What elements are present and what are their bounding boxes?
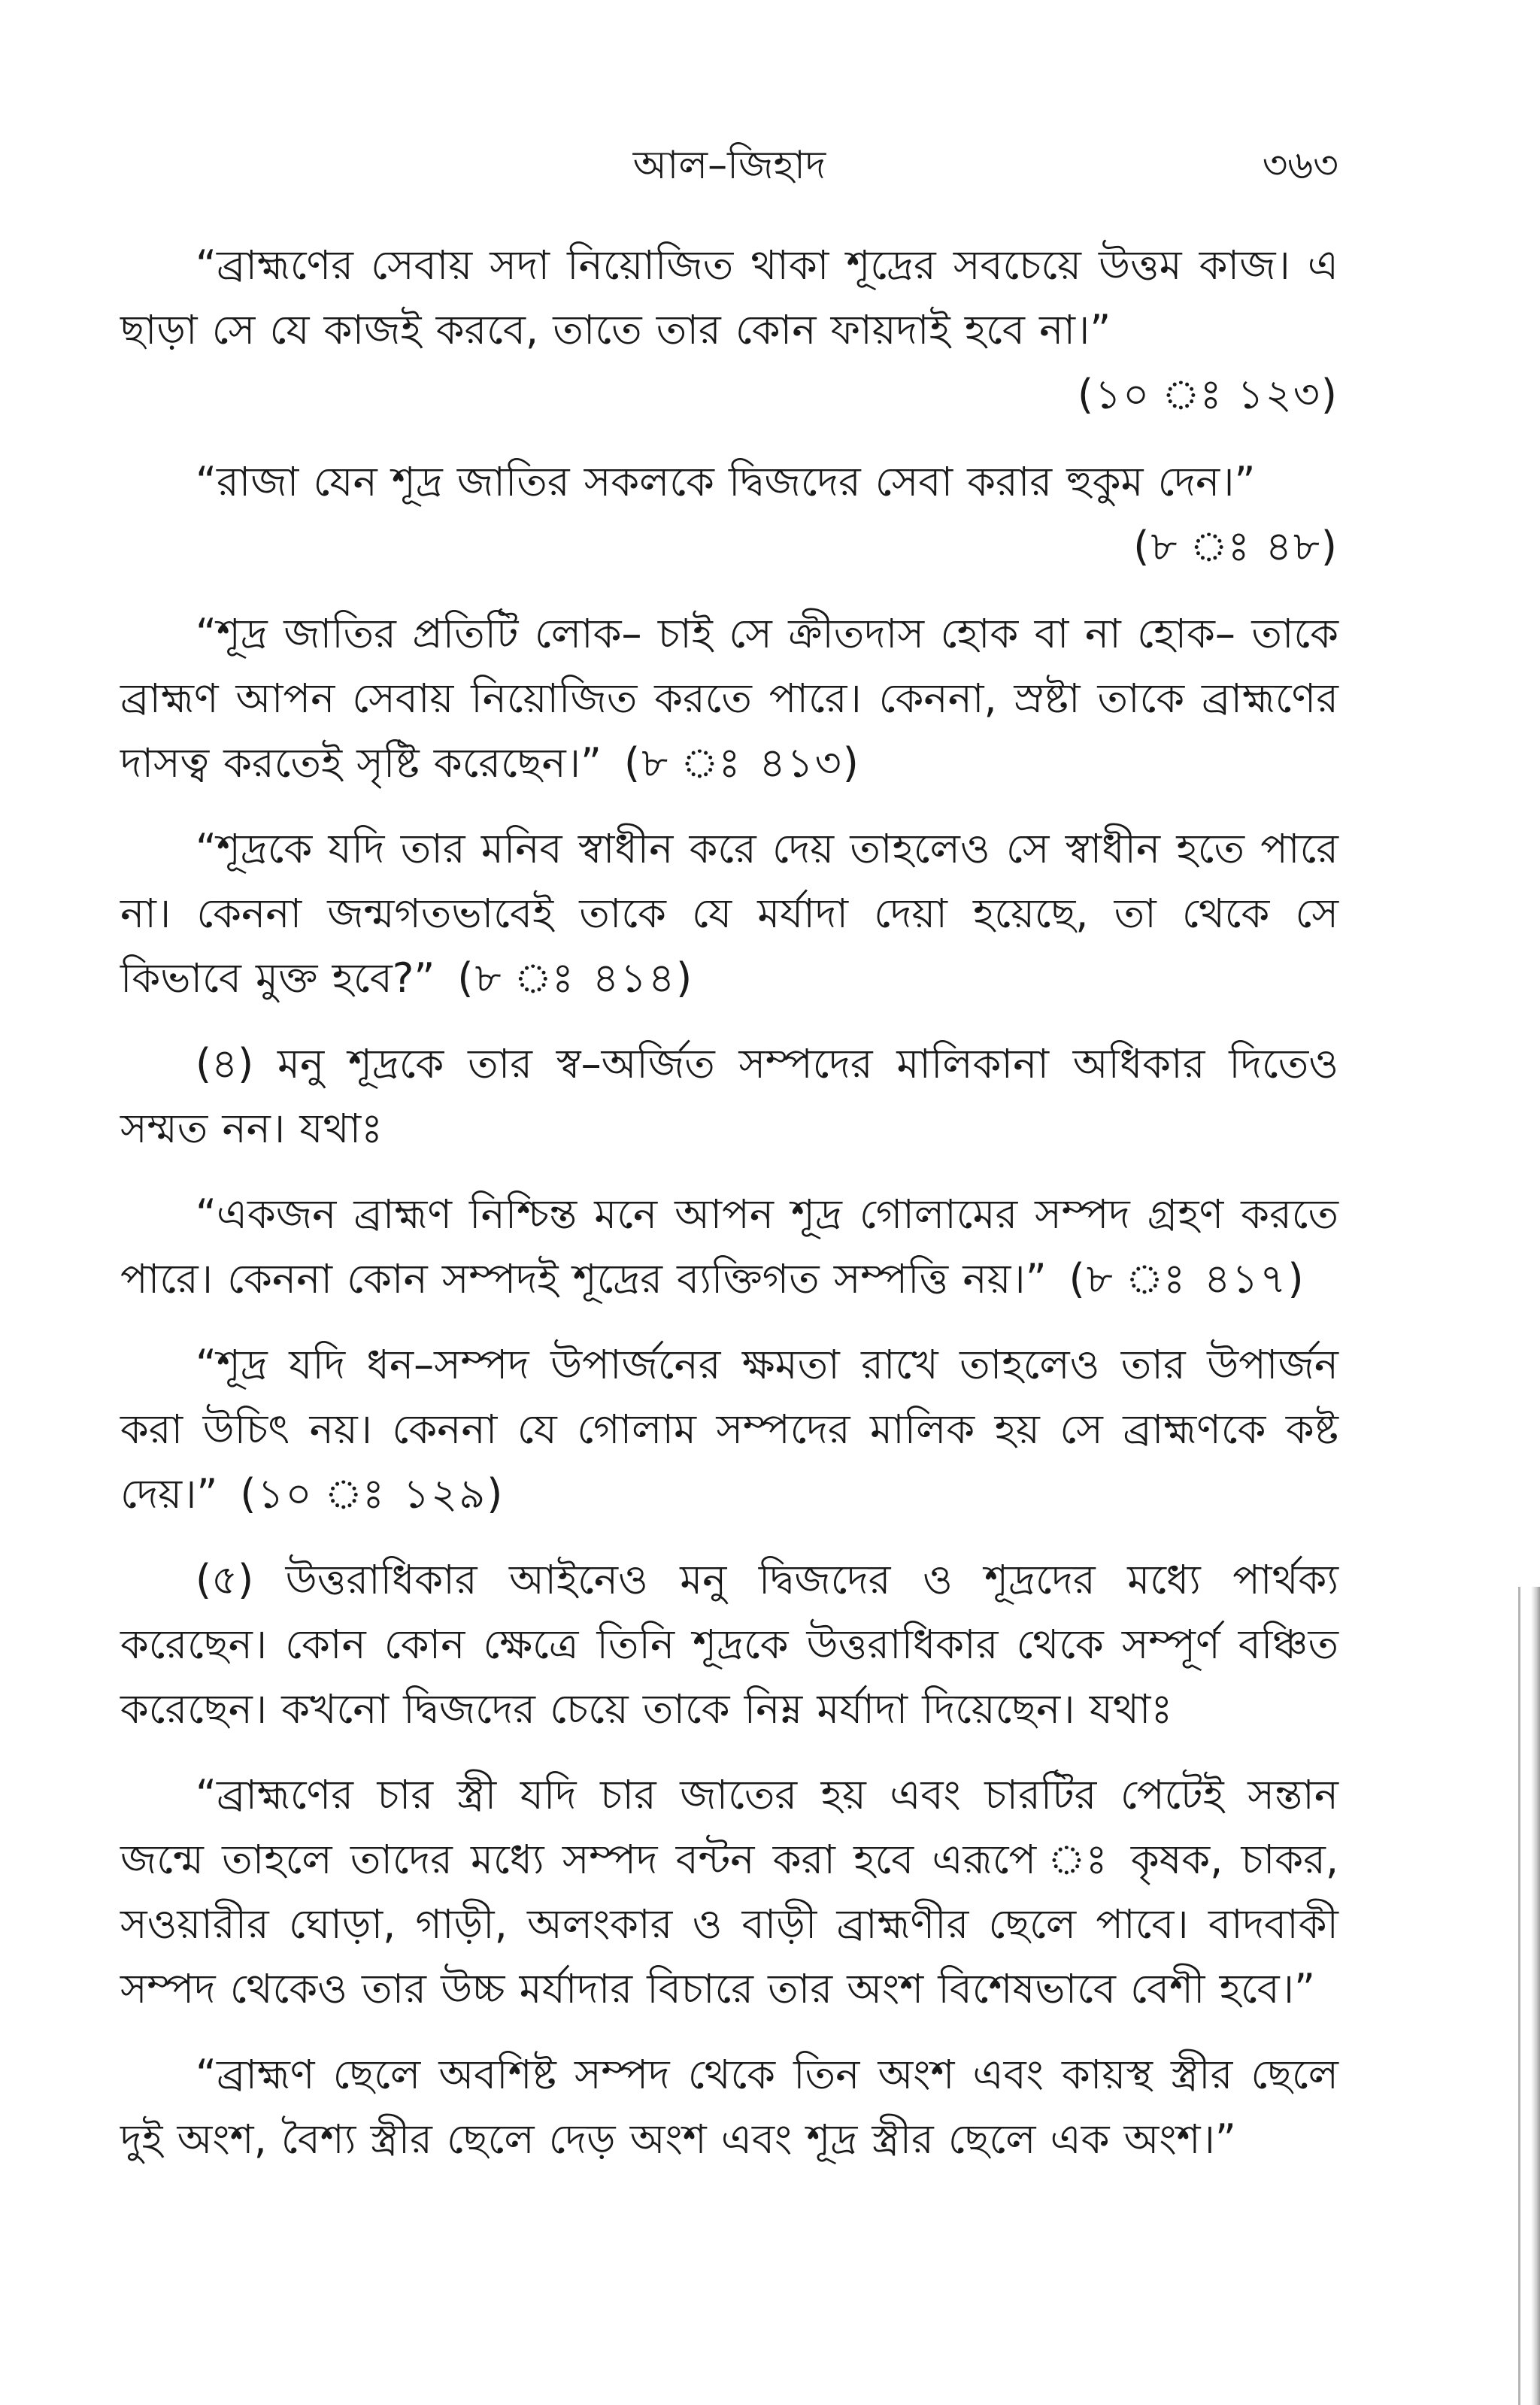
page-edge-shadow: [1531, 1587, 1540, 2405]
page-edge-line: [1518, 1587, 1520, 2405]
body-paragraph: (৫) উত্তরাধিকার আইনেও মনু দ্বিজদের ও শূদ্রদের মধ্যে পার্থক্য করেছেন। কোন কোন ক্ষেত্রে তিনি শূদ্রকে উত্তরাধিকার থেকে সম্পূর্ণ বঞ্চিত করেছেন। কখনো দ্বিজদের চেয়ে তাকে নিম্ন মর্যাদা দিয়েছেন। যথাঃ: [120, 1556, 1338, 1733]
quote-text: “শূদ্র যদি ধন–সম্পদ উপার্জনের ক্ষমতা রাখে তাহলেও তার উপার্জন করা উচিৎ নয়। কেননা যে গোলাম সম্পদের মালিক হয় সে ব্রাহ্মণকে কষ্ট দেয়।”: [120, 1341, 1338, 1518]
quote-paragraph: [120, 817, 1338, 1011]
quote-paragraph: [120, 1333, 1338, 1527]
page-number: ৩৬৩: [1262, 143, 1338, 188]
page-header: [120, 135, 1338, 196]
quote-text: “শূদ্র জাতির প্রতিটি লোক– চাই সে ক্রীতদাস হোক বা না হোক– তাকে ব্রাহ্মণ আপন সেবায় নিয়োজিত করতে পারে। কেননা, স্রষ্টা তাকে ব্রাহ্মণের দাসত্ব করতেই সৃষ্টি করেছেন।”: [120, 610, 1338, 787]
quote-text: “শূদ্রকে যদি তার মনিব স্বাধীন করে দেয় তাহলেও সে স্বাধীন হতে পারে না। কেননা জন্মগতভাবেই তাকে যে মর্যাদা দেয়া হয়েছে, তা থেকে সে কিভাবে মুক্ত হবে?”: [120, 825, 1338, 1002]
verse-citation: (৮ ঃ ৪১৭): [1069, 1255, 1305, 1303]
verse-citation: (৮ ঃ ৪১৩): [624, 739, 860, 787]
page-body: [120, 233, 1338, 2193]
quote-paragraph: [120, 1182, 1338, 1312]
verse-citation: (১০ ঃ ১২৯): [240, 1470, 505, 1518]
quote-paragraph: [120, 602, 1338, 796]
quote-paragraph: “ব্রাহ্মণের সেবায় সদা নিয়োজিত থাকা শূদ্রের সবচেয়ে উত্তম কাজ। এ ছাড়া সে যে কাজই করবে, তাতে তার কোন ফায়দাই হবে না।”: [120, 241, 1338, 353]
verse-citation: (৮ ঃ ৪৮): [1133, 523, 1338, 570]
verse-citation: (৮ ঃ ৪১৪): [457, 954, 694, 1002]
quote-paragraph: “ব্রাহ্মণের চার স্ত্রী যদি চার জাতের হয় এবং চারটির পেটেই সন্তান জন্মে তাহলে তাদের মধ্যে সম্পদ বন্টন করা হবে এরূপে ঃ কৃষক, চাকর, সওয়ারীর ঘোড়া, গাড়ী, অলংকার ও বাড়ী ব্রাহ্মণীর ছেলে পাবে। বাদবাকী সম্পদ থেকেও তার উচ্চ মর্যাদার বিচারে তার অংশ বিশেষভাবে বেশী হবে।”: [120, 1771, 1338, 2012]
quote-text: “একজন ব্রাহ্মণ নিশ্চিন্ত মনে আপন শূদ্র গোলামের সম্পদ গ্রহণ করতে পারে। কেননা কোন সম্পদই শূদ্রের ব্যক্তিগত সম্পত্তি নয়।”: [120, 1190, 1338, 1303]
body-paragraph: (৪) মনু শূদ্রকে তার স্ব–অর্জিত সম্পদের মালিকানা অধিকার দিতেও সম্মত নন। যথাঃ: [120, 1040, 1338, 1152]
verse-citation: (১০ ঃ ১২৩): [1077, 371, 1338, 418]
running-title: আল–জিহাদ: [632, 143, 826, 188]
quote-paragraph: “ব্রাহ্মণ ছেলে অবশিষ্ট সম্পদ থেকে তিন অংশ এবং কায়স্থ স্ত্রীর ছেলে দুই অংশ, বৈশ্য স্ত্রীর ছেলে দেড় অংশ এবং শূদ্র স্ত্রীর ছেলে এক অংশ।”: [120, 2051, 1338, 2163]
quote-paragraph: “রাজা যেন শূদ্র জাতির সকলকে দ্বিজদের সেবা করার হুকুম দেন।”: [196, 458, 1256, 505]
